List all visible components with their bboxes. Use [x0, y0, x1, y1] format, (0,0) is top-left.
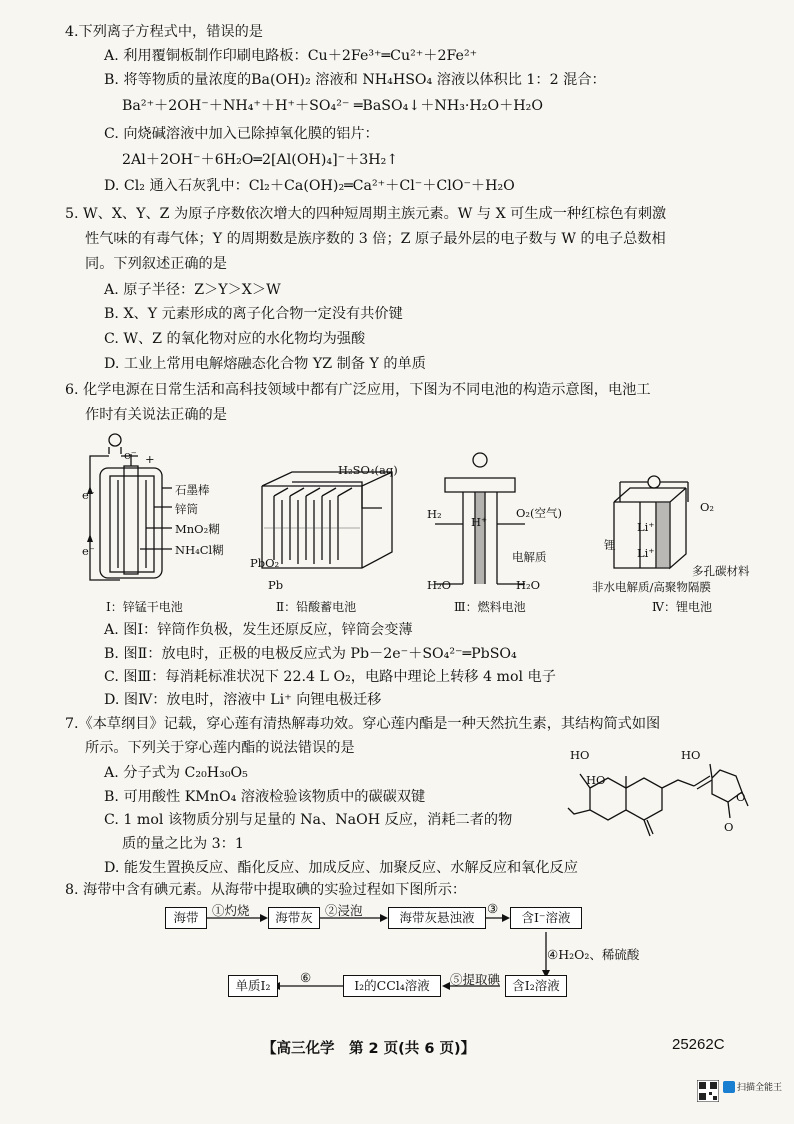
q7-stem-line1: 7.《本草纲目》记载，穿心莲有清热解毒功效。穿心莲内酯是一种天然抗生素，其结构简式如图 [65, 716, 661, 732]
dry-cell-plus-label: + [145, 452, 155, 466]
fuel-cell-o2-label: O₂(空气) [516, 506, 563, 520]
q4-option-b-line1: B. 将等物质的量浓度的Ba(OH)₂ 溶液和 NH₄HSO₄ 溶液以体积比 1：2 混合： [104, 72, 606, 88]
lithium-ion-label-2: Li⁺ [637, 546, 655, 560]
fuel-cell-water-left-label: H₂O [427, 578, 452, 592]
q4-option-c-line1: C. 向烧碱溶液中加入已除掉氧化膜的铝片： [104, 126, 379, 142]
flow-box-seaweed: 海带 [165, 907, 207, 929]
scanner-app-logo-icon [723, 1081, 735, 1093]
lead-acid-pbo2-label: PbO₂ [250, 556, 280, 570]
dry-cell-electron-label-top: e⁻ [124, 448, 137, 462]
dry-cell-electron-label-left: e⁻ [82, 488, 95, 502]
andrographolide-ho-label-2: HO [586, 773, 606, 787]
q7-option-c-line2: 质的量之比为 3：1 [122, 836, 244, 852]
flow-box-iodide-solution: 含I⁻溶液 [510, 907, 582, 929]
dry-cell-electron-label-bottom: e⁻ [82, 544, 95, 558]
q5-stem-line2: 性气味的有毒气体；Y 的周期数是族序数的 3 倍；Z 原子最外层的电子数与 W 的电子总数相 [85, 231, 666, 247]
fuel-cell-caption: Ⅲ：燃料电池 [454, 600, 526, 614]
q5-option-b: B. X、Y 元素形成的离子化合物一定没有共价键 [104, 306, 403, 322]
dry-cell-mno2-label: MnO₂糊 [175, 522, 220, 536]
flow-box-iodine-solution: 含I₂溶液 [505, 975, 567, 997]
q6-stem-line1: 6. 化学电源在日常生活和高科技领域中都有广泛应用，下图为不同电池的构造示意图，电池工 [65, 382, 651, 398]
q4-stem: 4.下列离子方程式中，错误的是 [65, 24, 263, 40]
flow-box-elemental-iodine: 单质I₂ [228, 975, 278, 997]
q7-option-c-line1: C. 1 mol 该物质分别与足量的 Na、NaOH 反应，消耗二者的物 [104, 812, 513, 828]
q6-option-d: D. 图Ⅳ：放电时，溶液中 Li⁺ 向锂电极迁移 [104, 692, 382, 708]
fuel-cell-hplus-label: H⁺ [471, 515, 488, 529]
andrographolide-ho-label-3: HO [681, 748, 701, 762]
flow-box-seaweed-ash: 海带灰 [268, 907, 320, 929]
q7-stem-line2: 所示。下列关于穿心莲内酯的说法错误的是 [85, 740, 355, 756]
lithium-carbon-label: 多孔碳材料 [692, 564, 750, 578]
exam-code: 25262C [672, 1036, 725, 1053]
q6-option-c: C. 图Ⅲ：每消耗标准状况下 22.4 L O₂，电路中理论上转移 4 mol 电子 [104, 669, 556, 685]
q8-stem: 8. 海带中含有碘元素。从海带中提取碘的实验过程如下图所示： [65, 882, 467, 898]
andrographolide-ho-label-1: HO [570, 748, 590, 762]
q4-option-a: A. 利用覆铜板制作印刷电路板：Cu＋2Fe³⁺═Cu²⁺＋2Fe²⁺ [104, 48, 478, 64]
flow-step-6-label: ⑥ [300, 970, 312, 985]
q7-option-d: D. 能发生置换反应、酯化反应、加成反应、加聚反应、水解反应和氧化反应 [104, 860, 578, 876]
q7-option-a: A. 分子式为 C₂₀H₃₀O₅ [104, 765, 248, 781]
flow-box-iodine-ccl4: I₂的CCl₄溶液 [343, 975, 441, 997]
q5-option-d: D. 工业上常用电解熔融态化合物 YZ 制备 Y 的单质 [104, 356, 426, 372]
lithium-electrode-label: 锂 [604, 538, 616, 552]
q4-option-d: D. Cl₂ 通入石灰乳中：Cl₂＋Ca(OH)₂═Ca²⁺＋Cl⁻＋ClO⁻＋H₂O [104, 178, 515, 194]
lithium-ion-label-1: Li⁺ [637, 520, 655, 534]
andrographolide-structure [560, 746, 765, 858]
dry-cell-graphite-rod-label: 石墨棒 [175, 483, 210, 497]
q4-option-b-line2: Ba²⁺＋2OH⁻＋NH₄⁺＋H⁺＋SO₄²⁻ ═BaSO₄↓＋NH₃·H₂O＋H₂O [122, 98, 543, 114]
q6-stem-line2: 作时有关说法正确的是 [85, 407, 227, 423]
fuel-cell-h2-label: H₂ [427, 507, 442, 521]
fuel-cell-water-right-label: H₂O [516, 578, 541, 592]
q6-option-b: B. 图Ⅱ：放电时，正极的电极反应式为 Pb－2e⁻＋SO₄²⁻═PbSO₄ [104, 646, 517, 662]
dry-cell-nh4cl-label: NH₄Cl糊 [175, 543, 224, 557]
q7-option-b: B. 可用酸性 KMnO₄ 溶液检验该物质中的碳碳双键 [104, 789, 426, 805]
scanner-badge [697, 1080, 783, 1106]
flow-step-5-label: ⑤提取碘 [450, 972, 501, 987]
andrographolide-carbonyl-oxygen-label: O [724, 820, 734, 834]
q5-option-a: A. 原子半径：Z＞Y＞X＞W [104, 282, 281, 298]
lead-acid-caption: Ⅱ：铅酸蓄电池 [276, 600, 357, 614]
q4-option-c-line2: 2Al＋2OH⁻＋6H₂O═2[Al(OH)₄]⁻＋3H₂↑ [122, 152, 399, 168]
lead-acid-battery-diagram [252, 468, 412, 588]
andrographolide-ring-oxygen-label: O [736, 790, 746, 804]
q6-option-a: A. 图Ⅰ：锌筒作负极，发生还原反应，锌筒会变薄 [104, 622, 413, 638]
lead-acid-pb-label: Pb [268, 578, 284, 592]
lithium-caption: Ⅳ：锂电池 [652, 600, 712, 614]
lithium-o2-label: O₂ [700, 500, 715, 514]
flow-step-3-label: ③ [487, 901, 499, 916]
lithium-membrane-label: 非水电解质/高聚物隔膜 [592, 580, 711, 594]
q5-stem-line1: 5. W、X、Y、Z 为原子序数依次增大的四种短周期主族元素。W 与 X 可生成一种红棕色有刺激 [65, 206, 667, 222]
flow-box-ash-suspension: 海带灰悬浊液 [388, 907, 486, 929]
page-footer: 【高三化学 第 2 页(共 6 页)】 [262, 1041, 476, 1057]
dry-cell-zinc-can-label: 锌筒 [175, 502, 198, 516]
scanner-app-name: 扫描全能王 [737, 1083, 783, 1093]
q5-option-c: C. W、Z 的氧化物对应的水化物均为强酸 [104, 331, 366, 347]
qr-code-icon [697, 1080, 719, 1102]
flow-step-4-label: ④H₂O₂、稀硫酸 [547, 947, 640, 962]
lead-acid-h2so4-label: H₂SO₄(aq) [338, 463, 398, 477]
flow-step-1-label: ①灼烧 [212, 903, 250, 918]
fuel-cell-electrolyte-label: 电解质 [512, 550, 547, 564]
dry-cell-diagram [70, 432, 270, 602]
q5-stem-line3: 同。下列叙述正确的是 [85, 256, 227, 272]
dry-cell-caption: Ⅰ：锌锰干电池 [106, 600, 183, 614]
flow-step-2-label: ②浸泡 [325, 903, 363, 918]
